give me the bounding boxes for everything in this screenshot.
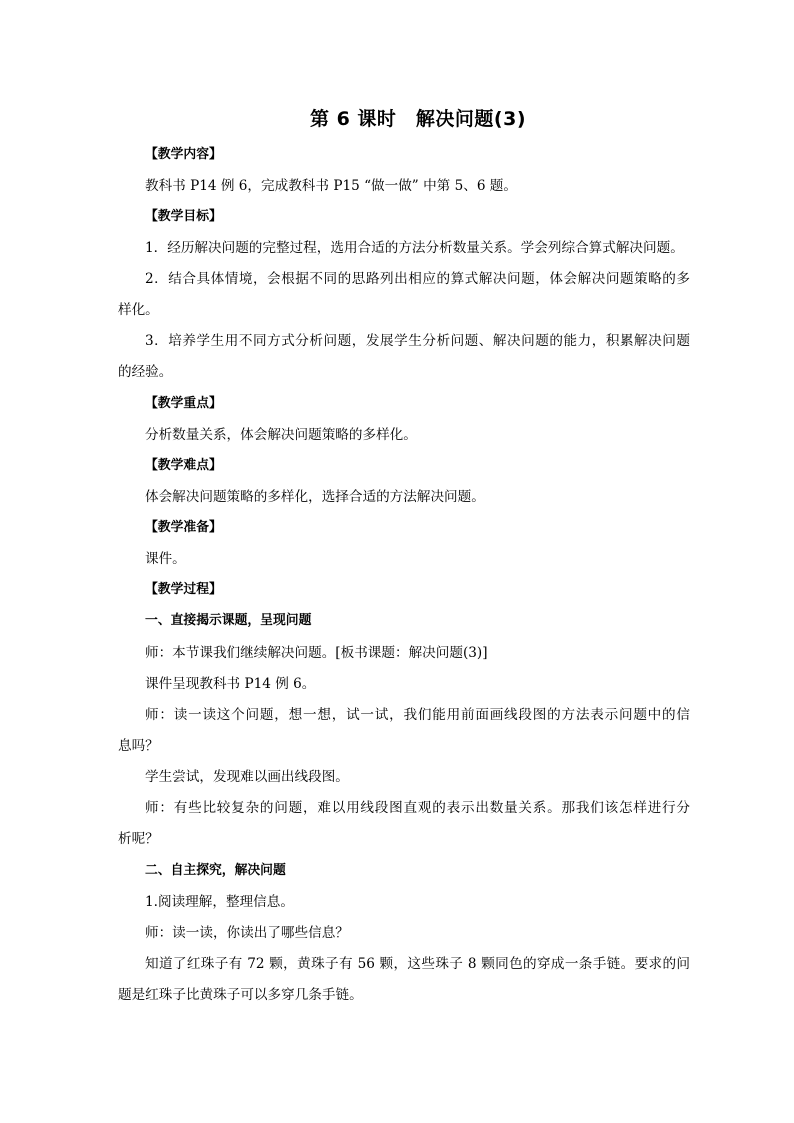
part-1-heading: 一、直接揭示课题，呈现问题 — [145, 613, 312, 628]
paragraph-3-line-1: 师：读一读这个问题，想一想，试一试，我们能用前面画线段图的方法表示问题中的信 — [145, 707, 690, 723]
goals-heading: 【教学目标】 — [145, 209, 222, 224]
paragraph-4: 学生尝试，发现难以画出线段图。 — [145, 769, 349, 785]
paragraph-2: 课件呈现教科书 P14 例 6。 — [145, 676, 316, 692]
goal-3-line-1: 3．培养学生用不同方式分析问题，发展学生分析问题、解决问题的能力，积累解决问题 — [145, 333, 690, 349]
part-2-heading: 二、自主探究，解决问题 — [145, 863, 286, 878]
goal-2-line-2: 样化。 — [118, 302, 159, 318]
goal-1: 1．经历解决问题的完整过程，选用合适的方法分析数量关系。学会列综合算式解决问题。 — [145, 240, 684, 256]
paragraph-8-line-1: 知道了红珠子有 72 颗，黄珠子有 56 颗，这些珠子 8 颗同色的穿成一条手链。要求的问 — [145, 956, 690, 972]
content-text: 教科书 P14 例 6，完成教科书 P15 “做一做” 中第 5、6 题。 — [145, 178, 517, 194]
paragraph-5-line-2: 析呢？ — [118, 831, 159, 847]
paragraph-7: 师：读一读，你读出了哪些信息？ — [145, 925, 349, 941]
key-text: 分析数量关系，体会解决问题策略的多样化。 — [145, 427, 417, 443]
prep-text: 课件。 — [145, 551, 186, 567]
difficult-heading: 【教学难点】 — [145, 458, 222, 473]
paragraph-6: 1.阅读理解，整理信息。 — [145, 894, 294, 910]
prep-heading: 【教学准备】 — [145, 520, 222, 535]
paragraph-1: 师：本节课我们继续解决问题。[板书课题：解决问题(3)] — [145, 645, 488, 661]
process-heading: 【教学过程】 — [145, 582, 222, 597]
lesson-title: 第 6 课时 解决问题(3) — [309, 108, 527, 130]
paragraph-5-line-1: 师：有些比较复杂的问题，难以用线段图直观的表示出数量关系。那我们该怎样进行分 — [145, 800, 690, 816]
goal-2-line-1: 2．结合具体情境，会根据不同的思路列出相应的算式解决问题，体会解决问题策略的多 — [145, 271, 690, 287]
difficult-text: 体会解决问题策略的多样化，选择合适的方法解决问题。 — [145, 489, 485, 505]
paragraph-3-line-2: 息吗？ — [118, 738, 159, 754]
paragraph-8-line-2: 题是红珠子比黄珠子可以多穿几条手链。 — [118, 987, 363, 1003]
goal-3-line-2: 的经验。 — [118, 364, 173, 380]
content-heading: 【教学内容】 — [145, 147, 222, 162]
key-heading: 【教学重点】 — [145, 396, 222, 411]
